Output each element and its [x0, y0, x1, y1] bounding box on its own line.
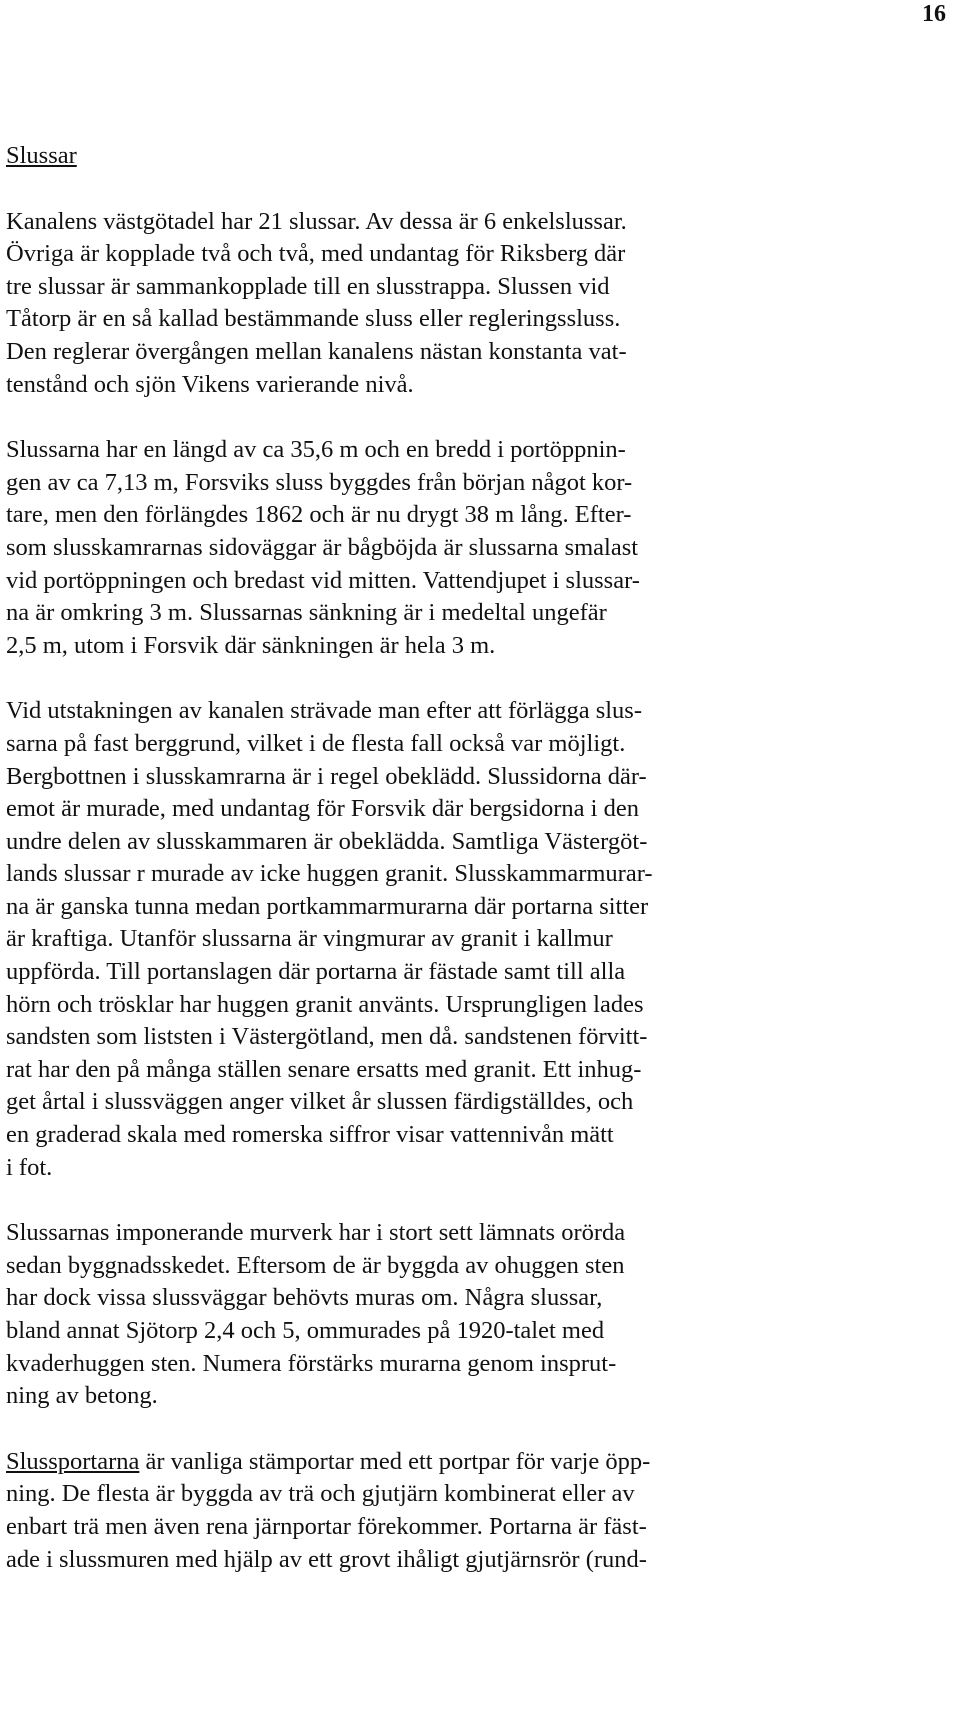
text-line: kvaderhuggen sten. Numera förstärks murarna genom insprut- [6, 1349, 617, 1377]
text-line: get årtal i slussväggen anger vilket år slussen färdigställdes, och [6, 1088, 634, 1116]
text-line: ade i slussmuren med hjälp av ett grovt ihåligt gjutjärnsrör (rund- [6, 1545, 647, 1573]
text-line: na är omkring 3 m. Slussarnas sänkning är i medeltal ungefär [6, 599, 607, 627]
text-line: i fot. [6, 1153, 53, 1181]
text-line: Bergbottnen i slusskamrarna är i regel obeklädd. Slussidorna där- [6, 762, 647, 790]
text-line: gen av ca 7,13 m, Forsviks sluss byggdes från början något kor- [6, 468, 633, 496]
text-line: en graderad skala med romerska siffror visar vattennivån mätt [6, 1121, 614, 1149]
paragraph-4 [6, 1217, 806, 1413]
text-line: 2,5 m, utom i Forsvik där sänkningen är hela 3 m. [6, 631, 496, 659]
text-line: Kanalens västgötadel har 21 slussar. Av dessa är 6 enkelslussar. [6, 207, 627, 235]
text-line: Övriga är kopplade två och två, med undantag för Riksberg där [6, 240, 626, 268]
text-line: na är ganska tunna medan portkammarmurarna där portarna sitter [6, 892, 649, 920]
text-line: Slussarna har en längd av ca 35,6 m och en bredd i portöppnin- [6, 436, 626, 464]
text-line: hörn och trösklar har huggen granit använts. Ursprungligen lades [6, 990, 644, 1018]
text-line: uppförda. Till portanslagen där portarna är fästade samt till alla [6, 958, 626, 986]
paragraph-5 [6, 1446, 806, 1576]
text-line: ning. De flesta är byggda av trä och gjutjärn kombinerat eller av [6, 1480, 635, 1508]
text-line: undre delen av slusskammaren är obeklädda. Samtliga Västergöt- [6, 827, 648, 855]
text-line: enbart trä men även rena järnportar förekommer. Portarna är fäst- [6, 1512, 647, 1540]
text-run: är vanliga stämportar med ett portpar för varje öpp- [139, 1447, 651, 1475]
text-line: sandsten som liststen i Västergötland, men då. sandstenen förvitt- [6, 1023, 648, 1051]
text-line: tenstånd och sjön Vikens varierande nivå. [6, 370, 414, 398]
paragraph-1 [6, 206, 806, 402]
text-line: sedan byggnadsskedet. Eftersom de är byggda av ohuggen sten [6, 1251, 625, 1279]
text-line: sarna på fast berggrund, vilket i de flesta fall också var möjligt. [6, 729, 626, 757]
text-line: ning av betong. [6, 1382, 158, 1410]
text-line: lands slussar r murade av icke huggen granit. Slusskammarmurar- [6, 860, 653, 888]
text-line: som slusskamrarnas sidoväggar är bågböjda är slussarna smalast [6, 533, 639, 561]
text-line: Vid utstakningen av kanalen strävade man efter att förlägga slus- [6, 697, 642, 725]
text-line: rat har den på många ställen senare ersatts med granit. Ett inhug- [6, 1055, 642, 1083]
text-line: är kraftiga. Utanför slussarna är vingmurar av granit i kallmur [6, 925, 613, 953]
text-line: Slussarnas imponerande murverk har i stort sett lämnats orörda [6, 1219, 626, 1247]
page-number: 16 [922, 1, 946, 27]
text-line: bland annat Sjötorp 2,4 och 5, ommurades på 1920-talet med [6, 1317, 605, 1344]
section-heading: Slussar [6, 142, 77, 169]
text-line: tare, men den förlängdes 1862 och är nu drygt 38 m lång. Efter- [6, 501, 632, 529]
paragraph-3 [6, 695, 806, 1184]
text-line: tre slussar är sammankopplade till en slusstrappa. Slussen vid [6, 272, 610, 300]
paragraph-2 [6, 434, 806, 662]
text-line [6, 1446, 806, 1479]
text-line: emot är murade, med undantag för Forsvik där bergsidorna i den [6, 795, 639, 823]
text-line: vid portöppningen och bredast vid mitten. Vattendjupet i slussar- [6, 566, 640, 594]
document-body [6, 140, 806, 1576]
text-line: Den reglerar övergången mellan kanalens nästan konstanta vat- [6, 337, 627, 365]
subheading-term: Slussportarna [6, 1447, 140, 1475]
text-line: har dock vissa slussväggar behövts muras om. Några slussar, [6, 1284, 603, 1312]
text-line: Tåtorp är en så kallad bestämmande sluss eller regleringssluss. [6, 305, 621, 333]
